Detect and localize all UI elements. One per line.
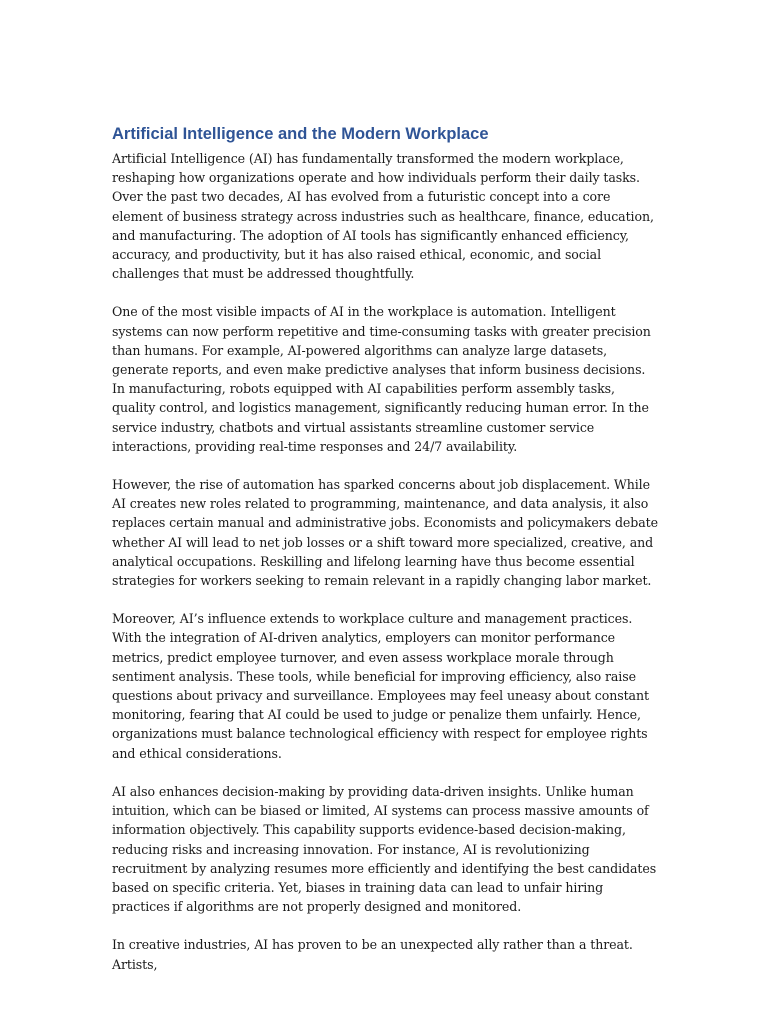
paragraph-job-displacement: However, the rise of automation has sparked concerns about job displacement. While AI creates new roles related to programming, maintenance, and data analysis, it also replaces certain manual and administrative jobs. Economists and policymakers debate whether AI will lead to net job losses or a shift toward more specialized, creative, and analytical occupations. Reskilling and lifelong learning have thus become essential strategies for workers seeking to remain relevant in a rapidly changing labor market. bbox=[112, 477, 658, 589]
paragraph-intro: Artificial Intelligence (AI) has fundamentally transformed the modern workplace, reshaping how organizations operate and how individuals perform their daily tasks. Over the past two decades, AI has evolved from a futuristic concept into a core element of business strategy across industries such as healthcare, finance, education, and manufacturing. The adoption of AI tools has significantly enhanced efficiency, accuracy, and productivity, but it has also raised ethical, economic, and social challenges that must be addressed thoughtfully. bbox=[112, 151, 654, 282]
document-body bbox=[112, 122, 660, 993]
paragraph-workplace-culture: Moreover, AI’s influence extends to workplace culture and management practices. With the integration of AI-driven analytics, employers can monitor performance metrics, predict employee turnover, and even assess workplace morale through sentiment analysis. These tools, while beneficial for improving efficiency, also raise questions about privacy and surveillance. Employees may feel uneasy about constant monitoring, fearing that AI could be used to judge or penalize them unfairly. Hence, organizations must balance technological efficiency with respect for employee rights and ethical considerations. bbox=[112, 611, 649, 761]
document-title: Artificial Intelligence and the Modern Workplace bbox=[112, 125, 489, 143]
paragraph-decision-making: AI also enhances decision-making by providing data-driven insights. Unlike human intuition, which can be biased or limited, AI systems can process massive amounts of information objectively. This capability supports evidence-based decision-making, reducing risks and increasing innovation. For instance, AI is revolutionizing recruitment by analyzing resumes more efficiently and identifying the best candidates based on specific criteria. Yet, biases in training data can lead to unfair hiring practices if algorithms are not properly designed and monitored. bbox=[112, 783, 657, 915]
paragraph-creative-industries: In creative industries, AI has proven to be an unexpected ally rather than a threat. Artists, bbox=[112, 937, 633, 972]
paragraph-automation: One of the most visible impacts of AI in the workplace is automation. Intelligent systems can now perform repetitive and time-consuming tasks with greater precision than humans. For example, AI-powered algorithms can analyze large datasets, generate reports, and even make predictive analyses that inform business decisions. In manufacturing, robots equipped with AI capabilities perform assembly tasks, quality control, and logistics management, significantly reducing human error. In the service industry, chatbots and virtual assistants streamline customer service interactions, providing real-time responses and 24/7 availability. bbox=[112, 304, 651, 454]
